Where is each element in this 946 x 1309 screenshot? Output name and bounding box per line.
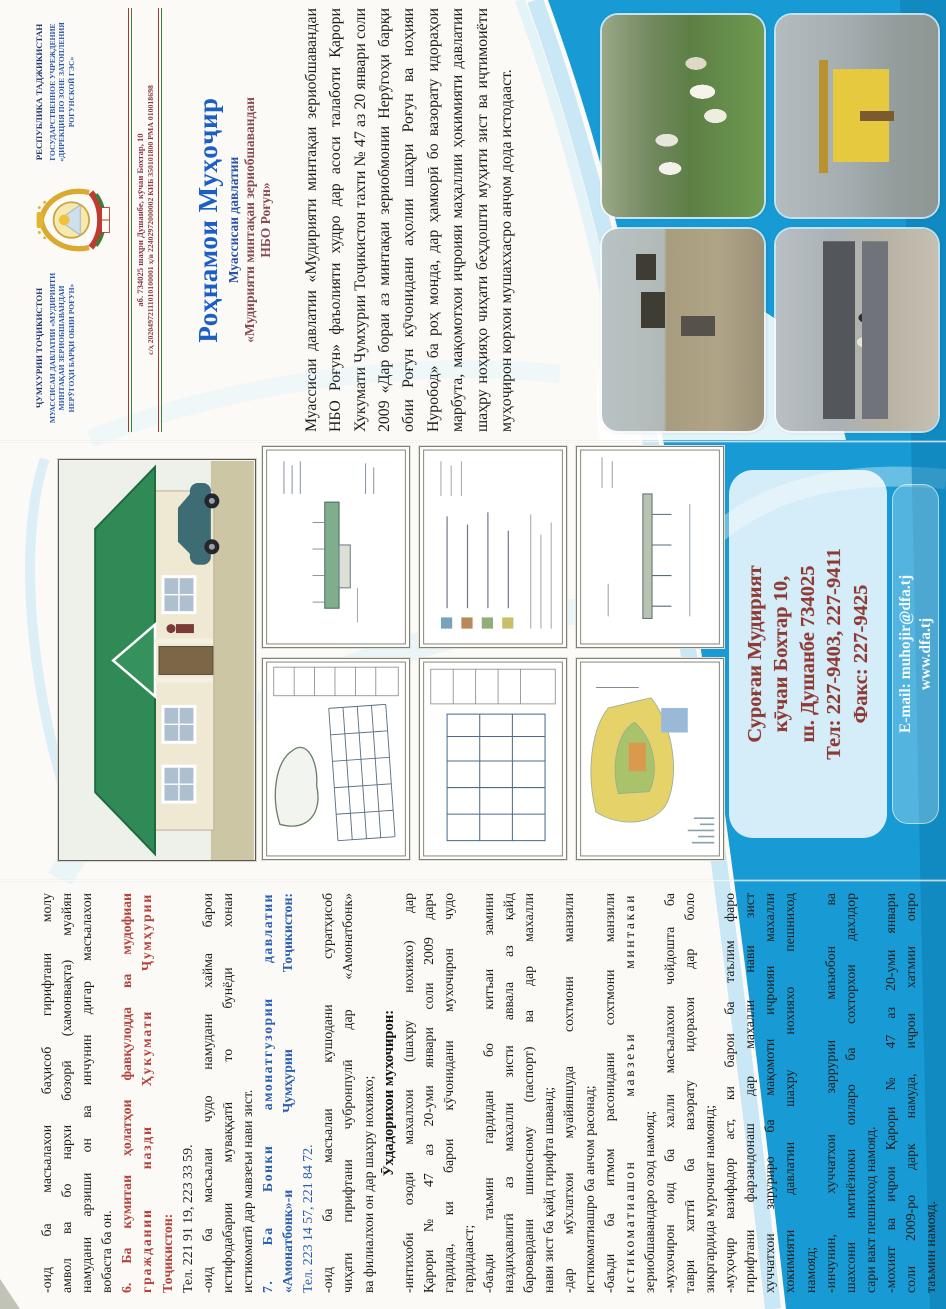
address-line: кӯчаи Бохтар 10, [770, 575, 793, 733]
text-line: нави зист ба қайд гирифта шаванд; [541, 1086, 557, 1293]
letterhead [34, 8, 114, 432]
yellow-waystation-photo [776, 15, 938, 217]
letterhead-bank-details: с/ҳ 20204972111010100001 ҳ/в 22402972000002 КИБ 350101800 РМА 010018698 [146, 85, 155, 355]
text-line: чиҳати гирифтани чубронпулӣ дар «Амонатбонк» [340, 893, 356, 1293]
text-line: -оид ба масъалахои баҳисоб гирифтани молу [39, 893, 54, 1293]
construction-house-photo [602, 229, 764, 431]
text-line: ва филиалхои он дар шахру нохияхо; [360, 1075, 376, 1293]
email-address: E-mail: muhojir@dfa.tj [896, 574, 914, 734]
text-line: баровардани шиносному (паспорт) ва дар махалли [521, 893, 537, 1293]
text-line: зериобшавандаро озод намояд; [641, 1110, 657, 1293]
fold-seam [0, 879, 946, 882]
page-corner-fold [0, 1279, 20, 1309]
organization-name-russian: ГОСУДАРСТВЕННОЕ УЧРЕЖДЕНИЕ «ДИРЕКЦИЯ ПО ЗОНЕ ЗАТОПЛЕНИЯ РОГУНСКОЙ ГЭС» [47, 22, 76, 162]
text-line: гардида, ки барои кӯчонидани мухочирон чудо [440, 893, 456, 1293]
text-line: намудани арзиши он ва инчунин дигар масъалахои [79, 893, 95, 1293]
text-line: наздиҳавлигӣ аз махалли зисти аввала аз қайд [501, 893, 517, 1293]
text-line: гирифтани фарзандонаш дар махалли нави зист [742, 893, 758, 1293]
text-line: Тоҷикистон: [159, 1213, 175, 1293]
text-line: Тел. 223 14 57, 221 84 72. [300, 1144, 316, 1293]
text-line: 6. Ба кумитаи ҳолатҳои фавқулодда ва мудофиаи [119, 893, 135, 1293]
text-line: Тел. 221 91 19, 223 33 59. [179, 1144, 195, 1293]
text-line: -дар мӯхлатхои муайяншуда сохтмони манзили [561, 893, 577, 1293]
text-line: -баъди таъмин гардидан бо китъаи замини [481, 893, 497, 1293]
letterhead-address: аб. 734025 шаҳри Душанбе, кӯчаи Бохтар, 10 [135, 133, 145, 307]
text-line: сари вакт пешниход намояд. [862, 1126, 878, 1293]
text-line: -мохият ва иҷрои Қарори № 47 аз 20-уми январи [882, 893, 898, 1293]
text-line: Ӯхдадорихои мухочирон: [380, 1009, 397, 1177]
legend-sheet-thumbnail [419, 446, 567, 648]
fold-seam [0, 440, 946, 443]
front-panel [0, 0, 946, 440]
text-line: -оид ба масъалаи кушодани суратҳисоб [320, 893, 336, 1293]
middle-panel [0, 440, 946, 880]
text-line: хуччатхои заруриро ба мақомоти иҷроияи махалли [762, 893, 778, 1293]
text-line: -интихоби озоди махалхои (шахру нохияхо) дар [400, 893, 416, 1293]
organization-name-tajik: МУАССИСАИ ДАВЛАТИИ «МУДИРИЯТИ МИНТАҚАИ ЗЕРИОБШАВАНДАИ НЕРӮГОҲИ БАРҚИ ОБИИ РОҒУН» [47, 272, 76, 424]
text-line: -баъди ба итмом расонидани сохтмони манзили [601, 893, 617, 1293]
text-line: таъмин намояд. [923, 1200, 939, 1293]
address-line: Факс: 227-9425 [849, 584, 872, 724]
text-line: -оид ба масъалаи чудо намудани хайма барои [199, 893, 215, 1293]
text-line: 7. Ба Бонки амонатгузории давлатии [260, 893, 276, 1293]
double-rule [128, 8, 132, 432]
text-line: -мухочирон оид ба халли масъалахои чойдошта ба [661, 893, 677, 1293]
back-text-panel [0, 880, 946, 1309]
country-name-russian: РЕСПУБЛИКА ТАДЖИКИСТАН [34, 23, 44, 161]
site-plan-thumbnail [262, 658, 410, 860]
text-line: граждании назди Ҳукумати Ҷумҳурии [139, 893, 155, 1293]
text-line: соли 2009-ро дарк намуда, иҷрои хатмии онро [903, 893, 919, 1293]
text-line: зикргардида мурочиат намоянд; [702, 1104, 718, 1293]
photo-grid [602, 7, 938, 431]
text-line: -инчунин, хуччатхои заррурии маъюбон ва [822, 893, 838, 1293]
master-plan-thumbnail [576, 658, 724, 860]
letterhead-tajik-column [34, 264, 76, 432]
text-line: истикоматиашон мавзеъи минтакаи [621, 893, 637, 1293]
letterhead-russian-column [34, 8, 76, 176]
document-subtitle-nbo: НБО Роғун» [258, 182, 273, 258]
text-line: истифодабарии муваққатӣ то бунёди хонаи [219, 893, 235, 1293]
document-title: Роҳнамои Муҳоҷир [193, 97, 223, 343]
farm-building-with-people-photo [776, 229, 938, 431]
text-line: Қарори № 47 аз 20-уми январи соли 2009 дарч [420, 893, 436, 1293]
address-line: ш. Душанбе 734025 [796, 565, 819, 743]
intro-paragraph: Муассисаи давлатии «Мудирияти минтақаи зериобшавандаи НБО Роғун» фаъолияти худро дар асоси талаботи Қарори Хукумати Чумхурии Тоҷикистон тахти № 47 аз 20 январи соли 2009 «Дар бораи аз минтақаи зериобмонии Нерӯгоҳи барқи обии Роғун кӯчонидани аҳолии шаҳри Роғун ва ноҳияи Нуробод» ба роҳ монда, дар ҳамкорӣ бо вазорату идораҳои марбута, мақомотхои иҷроияи маҳаллии ҳокимияти давлатии шаҳру ноҳияҳо чиҳати беҳдошти муҳити зист ва иҷтимоиёти муҳоҷирон корхои мушаххасро анҷом дода истодааст. [302, 8, 516, 432]
email-block [892, 484, 939, 824]
text-line: истикоматиашро ба анчом расонад; [581, 1085, 597, 1293]
floor-plan-thumbnail [419, 658, 567, 860]
country-name-tajik: ҶУМХУРИИ ТОҶИКИСТОН [34, 287, 44, 409]
architectural-drawings-grid [262, 444, 724, 860]
letterhead-contact-strip [128, 8, 162, 432]
text-line: истикоматӣ дар мавзеъи нави зист. [239, 1089, 255, 1293]
elevation-drawing-thumbnail [262, 446, 410, 648]
back-panel-text [37, 893, 941, 1293]
text-line: хокимияти давлатии шахру нохияхо пешниход [782, 893, 798, 1293]
website-url: www.dfa.tj [916, 617, 934, 691]
document-subtitle-directorate: «Мудирияти минтақаи зериобшавандаи [242, 97, 257, 343]
text-line: гардидааст; [460, 1224, 476, 1293]
new-house-rendering [58, 459, 256, 861]
document-subtitle-org: Муассисаи давлатии [226, 156, 241, 284]
residents-on-lawn-photo [602, 15, 764, 217]
title-block [193, 0, 274, 440]
text-line: таври хаттӣ ба вазорату идорахои дар боло [682, 893, 697, 1293]
text-line: -муҳоҷир вазифадор аст, ки барои ба таълим фаро [722, 893, 738, 1293]
double-rule [158, 8, 162, 432]
address-line: Суроғаи Мудирият [743, 565, 766, 743]
text-line: вобаста ба он. [99, 1210, 115, 1293]
text-line: «Амонатбонк»-и Ҷумҳурии Тоҷикистон: [280, 893, 296, 1293]
tajikistan-emblem-icon [34, 176, 114, 264]
address-line: Тел: 227-9403, 227-9411 [823, 548, 846, 760]
text-line: намояд; [802, 1246, 818, 1293]
directorate-address-block [729, 470, 887, 838]
text-line: шахсони имтиёзноки оиларо ба сохторхои дахлдор [842, 893, 858, 1293]
text-line: амвол ва бо нархи бозорӣ (хамонвақта) муайян [59, 893, 75, 1293]
section-drawing-thumbnail [576, 446, 724, 648]
